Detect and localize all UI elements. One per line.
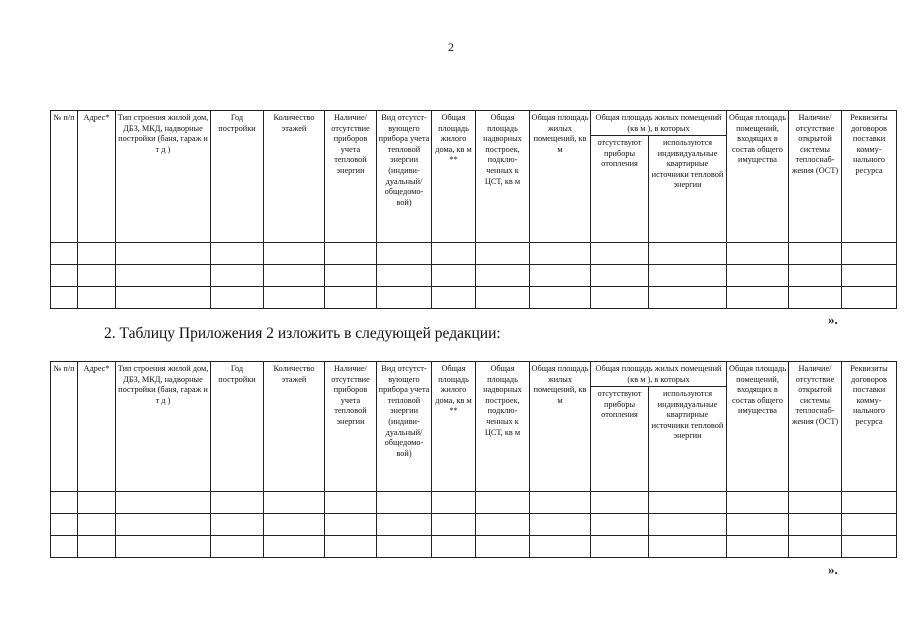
table-cell [789, 514, 842, 536]
header-floors: Количество этажей [264, 362, 325, 492]
header-contracts: Реквизиты договоров поставки комму-нального ресурса [842, 111, 897, 243]
header-individual-sources: используются индивидуальные квартирные источники тепловой энергии [649, 387, 727, 492]
table-cell [116, 492, 211, 514]
header-contracts: Реквизиты договоров поставки комму-нального ресурса [842, 362, 897, 492]
table-cell [51, 287, 78, 309]
table-cell [476, 265, 530, 287]
table-cell [842, 514, 897, 536]
table-cell [530, 492, 591, 514]
section-heading: 2. Таблицу Приложения 2 изложить в следующей редакции: [104, 325, 501, 342]
table-cell [432, 265, 476, 287]
table-cell [325, 492, 377, 514]
table-cell [325, 287, 377, 309]
header-floors: Количество этажей [264, 111, 325, 243]
table-cell [530, 536, 591, 558]
table-cell [789, 243, 842, 265]
table-cell [325, 514, 377, 536]
header-common-property: Общая площадь помещений, входящих в состав общего имущества [727, 111, 789, 243]
table-cell [116, 265, 211, 287]
table-row [51, 492, 897, 514]
header-meter-type: Вид отсутст-вующего прибора учета тепловой энергии (индиви-дуальный/ общедомо-вой) [377, 362, 432, 492]
table-cell [432, 492, 476, 514]
header-year: Год постройки [211, 362, 264, 492]
table-cell [211, 536, 264, 558]
table-cell [591, 492, 649, 514]
table-cell [264, 492, 325, 514]
header-meters: Наличие/ отсутствие приборов учета тепловой энергии [325, 362, 377, 492]
table-cell [116, 536, 211, 558]
header-open-system: Наличие/ отсутствие открытой системы теплоснаб-жения (ОСТ) [789, 111, 842, 243]
closing-quote-1: ». [828, 312, 838, 327]
table-cell [116, 287, 211, 309]
header-meter-type: Вид отсутст-вующего прибора учета тепловой энергии (индиви-дуальный/ общедомо-вой) [377, 111, 432, 243]
header-num: № п/п [51, 111, 78, 243]
table-cell [325, 536, 377, 558]
table-cell [476, 243, 530, 265]
table-cell [325, 265, 377, 287]
table-cell [264, 265, 325, 287]
table-row [51, 265, 897, 287]
table-cell [476, 287, 530, 309]
table-cell [264, 514, 325, 536]
table-cell [842, 536, 897, 558]
table-cell [530, 287, 591, 309]
table-cell [727, 287, 789, 309]
table-cell [530, 243, 591, 265]
page-number: 2 [448, 40, 454, 54]
closing-quote-2: ». [828, 562, 838, 577]
table-cell [51, 514, 78, 536]
table-cell [432, 243, 476, 265]
header-address: Адрес* [78, 362, 116, 492]
table-cell [377, 243, 432, 265]
table-cell [51, 243, 78, 265]
table-cell [649, 492, 727, 514]
table-cell [842, 265, 897, 287]
header-outbuildings-area: Общая площадь надворных построек, подклю-ченных к ЦСТ, кв м [476, 362, 530, 492]
table-cell [727, 536, 789, 558]
table-cell [211, 492, 264, 514]
table-cell [264, 287, 325, 309]
table-cell [377, 287, 432, 309]
table-cell [264, 243, 325, 265]
table-cell [591, 287, 649, 309]
table-cell [842, 287, 897, 309]
table-cell [78, 514, 116, 536]
table-cell [476, 536, 530, 558]
table-cell [530, 265, 591, 287]
table-cell [476, 492, 530, 514]
table-row [51, 514, 897, 536]
table-cell [116, 514, 211, 536]
table-cell [377, 265, 432, 287]
table-cell [591, 265, 649, 287]
table-2 [50, 361, 897, 558]
table-cell [591, 536, 649, 558]
table-cell [264, 536, 325, 558]
table-row [51, 243, 897, 265]
table-cell [649, 265, 727, 287]
table-cell [211, 287, 264, 309]
table-cell [649, 243, 727, 265]
table-cell [727, 492, 789, 514]
table-cell [789, 492, 842, 514]
table-cell [727, 243, 789, 265]
table-cell [377, 536, 432, 558]
table-cell [649, 514, 727, 536]
table-cell [78, 243, 116, 265]
header-living-area-group: Общая площадь жилых помещений (кв м ), в которых [591, 362, 727, 387]
table-cell [51, 265, 78, 287]
table-cell [211, 265, 264, 287]
table-cell [51, 492, 78, 514]
table-cell [727, 265, 789, 287]
table-cell [325, 243, 377, 265]
table-cell [476, 514, 530, 536]
header-individual-sources: используются индивидуальные квартирные источники тепловой энергии [649, 136, 727, 243]
table-cell [842, 492, 897, 514]
table-cell [78, 536, 116, 558]
table-cell [78, 287, 116, 309]
table-cell [649, 287, 727, 309]
table-cell [211, 514, 264, 536]
table-1 [50, 110, 897, 309]
table-row [51, 536, 897, 558]
table-cell [78, 265, 116, 287]
table-cell [432, 514, 476, 536]
table-row [51, 287, 897, 309]
table-cell [432, 287, 476, 309]
header-open-system: Наличие/ отсутствие открытой системы теплоснаб-жения (ОСТ) [789, 362, 842, 492]
table-cell [51, 536, 78, 558]
header-address: Адрес* [78, 111, 116, 243]
table-cell [727, 514, 789, 536]
table-cell [789, 287, 842, 309]
table-cell [432, 536, 476, 558]
header-living-area: Общая площадь жилых помещений, кв м [530, 362, 591, 492]
table-cell [591, 514, 649, 536]
header-year: Год постройки [211, 111, 264, 243]
table-cell [789, 265, 842, 287]
table-cell [377, 492, 432, 514]
header-house-area: Общая площадь жилого дома, кв м ** [432, 111, 476, 243]
table-cell [789, 536, 842, 558]
table-header-row [51, 362, 897, 387]
header-living-area-group: Общая площадь жилых помещений (кв м ), в которых [591, 111, 727, 136]
table-cell [78, 492, 116, 514]
header-building-type: Тип строения жилой дом, ДБЗ, МКД, надворные постройки (баня, гараж и т д ) [116, 362, 211, 492]
header-meters: Наличие/ отсутствие приборов учета тепловой энергии [325, 111, 377, 243]
header-house-area: Общая площадь жилого дома, кв м ** [432, 362, 476, 492]
header-living-area: Общая площадь жилых помещений, кв м [530, 111, 591, 243]
table-cell [377, 514, 432, 536]
table-cell [116, 243, 211, 265]
table-header-row [51, 111, 897, 136]
header-outbuildings-area: Общая площадь надворных построек, подклю-ченных к ЦСТ, кв м [476, 111, 530, 243]
table-cell [649, 536, 727, 558]
header-no-heating: отсутствуют приборы отопления [591, 387, 649, 492]
table-cell [211, 243, 264, 265]
table-cell [842, 243, 897, 265]
header-num: № п/п [51, 362, 78, 492]
table-cell [591, 243, 649, 265]
header-building-type: Тип строения жилой дом, ДБЗ, МКД, надворные постройки (баня, гараж и т д ) [116, 111, 211, 243]
header-common-property: Общая площадь помещений, входящих в состав общего имущества [727, 362, 789, 492]
table-cell [530, 514, 591, 536]
header-no-heating: отсутствуют приборы отопления [591, 136, 649, 243]
